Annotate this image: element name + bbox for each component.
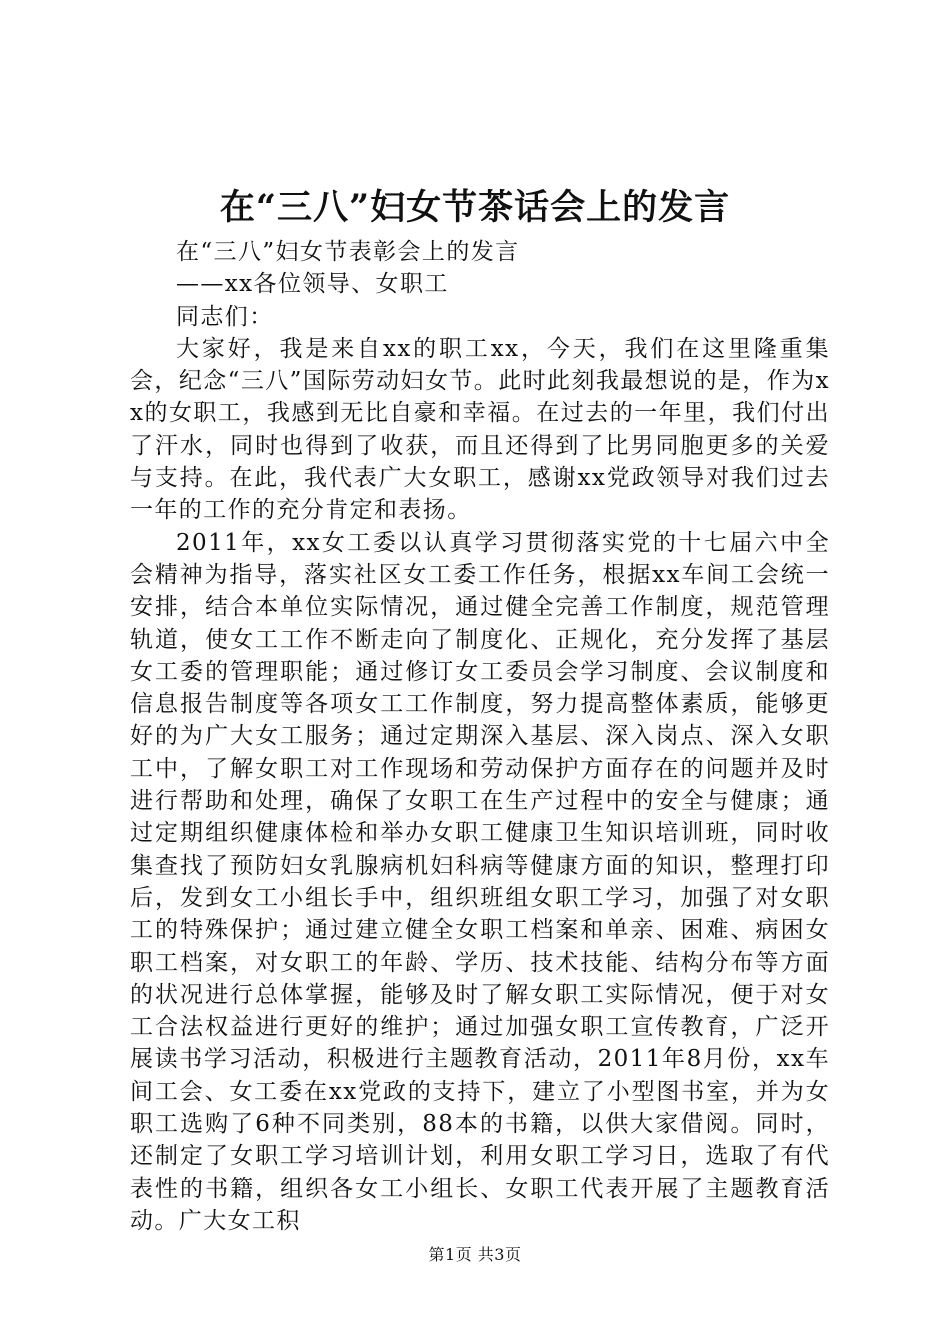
- document-title: 在“三八”妇女节茶话会上的发言: [219, 187, 731, 228]
- body-paragraph: 2011年，xx女工委以认真学习贯彻落实党的十七届六中全会精神为指导，落实社区女工委工作任务，根据xx车间工会统一安排，结合本单位实际情况，通过健全完善工作制度，规范管理轨道，使女工工作不断走向了制度化、正规化，充分发挥了基层女工委的管理职能；通过修订女工委员会学习制度、会议制度和信息报告制度等各项女工工作制度，努力提高整体素质，能够更好的为广大女工服务；通过定期深入基层、深入岗点、深入女职工中，了解女职工对工作现场和劳动保护方面存在的问题并及时进行帮助和处理，确保了女职工在生产过程中的安全与健康；通过定期组织健康体检和举办女职工健康卫生知识培训班，同时收集查找了预防妇女乳腺病机妇科病等健康方面的知识，整理打印后，发到女工小组长手中，组织班组女职工学习，加强了对女职工的特殊保护；通过建立健全女职工档案和单亲、困难、病困女职工档案，对女职工的年龄、学历、技术技能、结构分布等方面的状况进行总体掌握，能够及时了解女职工实际情况，便于对女工合法权益进行更好的维护；通过加强女职工宣传教育，广泛开展读书学习活动，积极进行主题教育活动，2011年8月份，xx车间工会、女工委在xx党政的支持下，建立了小型图书室，并为女职工选购了6种不同类别，88本的书籍，以供大家借阅。同时，还制定了女职工学习培训计划，利用女职工学习日，选取了有代表性的书籍，组织各女工小组长、女职工代表开展了主题教育活动。广大女工积: [130, 529, 830, 1234]
- document-body: [130, 236, 830, 1237]
- body-paragraph: 大家好，我是来自xx的职工xx，今天，我们在这里隆重集会，纪念“三八”国际劳动妇女节。此时此刻我最想说的是，作为xx的女职工，我感到无比自豪和幸福。在过去的一年里，我们付出了汗水，同时也得到了收获，而且还得到了比男同胞更多的关爱与支持。在此，我代表广大女职工，感谢xx党政领导对我们过去一年的工作的充分肯定和表扬。: [130, 335, 830, 524]
- addressee-line: ——xx各位领导、女职工: [176, 271, 449, 298]
- salutation-line: 同志们：: [176, 303, 274, 330]
- page-number-footer: 第1页 共3页: [428, 1245, 522, 1264]
- subtitle-line: 在“三八”妇女节表彰会上的发言: [176, 239, 520, 265]
